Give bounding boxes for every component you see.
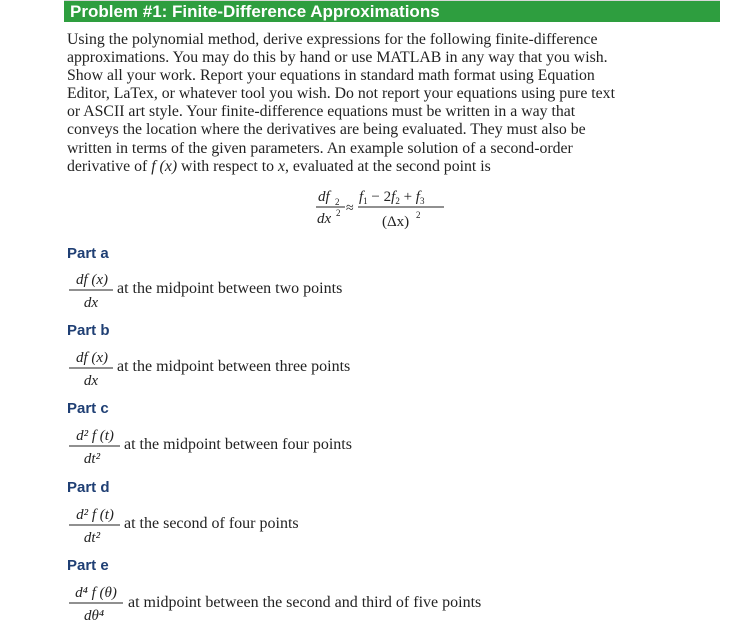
instruction-line: Using the polynomial method, derive expressions for the following finite-difference [67, 31, 598, 48]
part-d-description: at the second of four points [124, 515, 299, 532]
part-c-derivative [68, 425, 118, 473]
problem-instructions [67, 31, 697, 176]
instruction-line: approximations. You may do this by hand or use MATLAB in any way that you wish. [67, 49, 608, 67]
part-c-label: Part c [67, 400, 109, 417]
instruction-line-last [67, 158, 697, 176]
part-d-denominator: dt² [83, 530, 101, 546]
math-fx: f (x) [151, 157, 178, 175]
instruction-line: Show all your work. Report your equations in standard math format using Equation [67, 67, 595, 85]
math-x: x [278, 157, 286, 175]
example-lhs-denominator: dx [317, 211, 332, 227]
part-c-numerator: d² f (t) [76, 428, 114, 444]
part-a-derivative [68, 269, 118, 317]
part-b-numerator: df (x) [75, 350, 109, 366]
part-e-description: at midpoint between the second and third of five points [128, 594, 482, 611]
part-b-label: Part b [67, 322, 110, 339]
instruction-text: , evaluated at the second point is [285, 157, 491, 175]
example-rhs-numerator: $f_1 - 2f_2 + f_3$ [359, 189, 425, 206]
example-lhs-numerator-sub: 2 [335, 197, 340, 207]
part-e-label: Part e [67, 557, 109, 574]
part-e-denominator: dθ⁴ [83, 608, 105, 624]
instruction-line: or ASCII art style. Your finite-difference equations must be written in a way that [67, 103, 576, 121]
example-lhs-numerator: df [318, 189, 330, 205]
part-e-derivative [68, 582, 118, 630]
instruction-line: conveys the location where the derivatives are being evaluated. They must also be [67, 121, 586, 139]
part-a-description: at the midpoint between two points [117, 280, 343, 297]
example-formula [312, 186, 462, 236]
example-rhs-denominator: (Δx) [382, 214, 410, 230]
part-d-numerator: d² f (t) [76, 507, 114, 523]
instruction-line: written in terms of the given parameters. An example solution of a second-order [67, 139, 573, 157]
part-c-denominator: dt² [83, 451, 101, 467]
part-a-denominator: dx [83, 295, 99, 311]
part-b-description: at the midpoint between three points [117, 358, 351, 375]
problem-header-bar [64, 0, 720, 22]
part-b-derivative [68, 347, 118, 395]
approx-symbol: ≈ [346, 201, 354, 216]
example-rhs-denominator-sup: 2 [416, 210, 421, 220]
part-d-label: Part d [67, 479, 110, 496]
problem-title: Problem #1: Finite-Difference Approximations [70, 2, 440, 21]
part-a-label: Part a [67, 245, 109, 262]
example-lhs-denominator-sup: 2 [336, 208, 341, 218]
part-d-derivative [68, 504, 118, 552]
part-e-numerator: d⁴ f (θ) [75, 585, 117, 601]
instruction-text: derivative of [67, 157, 152, 175]
instruction-text: with respect to [177, 157, 278, 175]
part-a-numerator: df (x) [75, 272, 109, 288]
instruction-line: Editor, LaTex, or whatever tool you wish. Do not report your equations using pure text [67, 85, 615, 103]
part-b-denominator: dx [83, 373, 99, 389]
part-c-description: at the midpoint between four points [124, 436, 352, 453]
